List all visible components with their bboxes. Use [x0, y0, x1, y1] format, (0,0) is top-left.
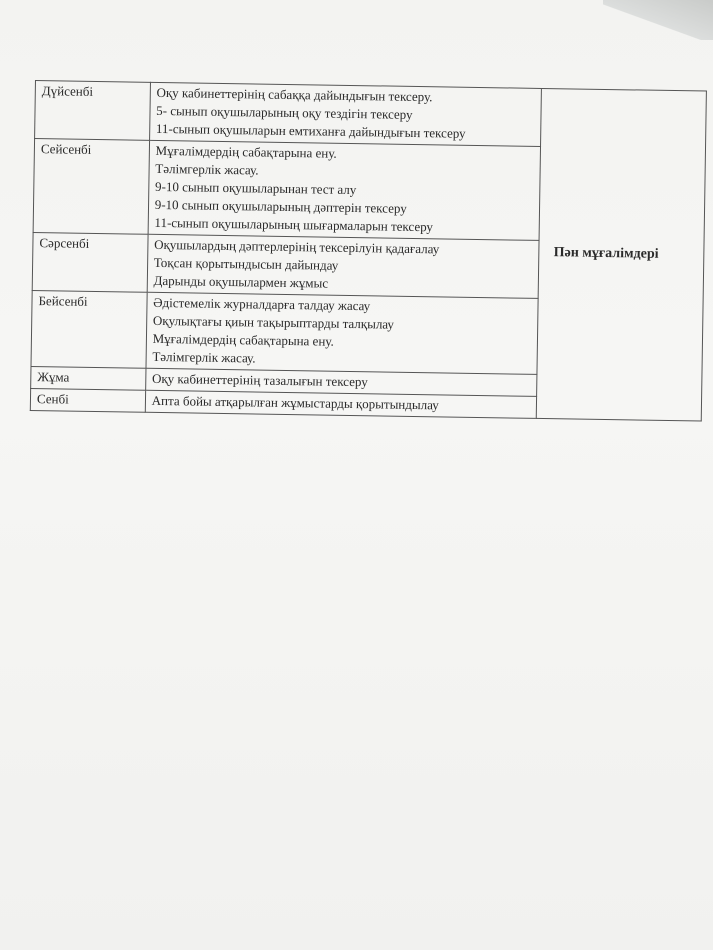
task-line: Мұғалімдердің сабақтарына ену. — [155, 142, 337, 161]
task-line: Әдістемелік журналдарға талдау жасау — [153, 294, 371, 314]
tasks-cell — [148, 140, 541, 240]
day-cell: Дүйсенбі — [35, 81, 151, 141]
tasks-cell — [146, 292, 539, 374]
table-row — [35, 81, 707, 150]
day-cell: Сәрсенбі — [32, 232, 148, 292]
task-line: 9-10 сынып оқушыларынан тест алу — [154, 178, 357, 198]
weekly-schedule-table — [30, 80, 707, 422]
task-line: 9-10 сынып оқушыларының дәптерін тексеру — [154, 196, 407, 216]
task-line: Оқу кабинеттерінің сабаққа дайындығын тексеру. — [156, 84, 433, 105]
task-line: Тәлімгерлік жасау. — [155, 160, 259, 178]
day-cell: Бейсенбі — [31, 290, 147, 368]
task-line: Тоқсан қорытындысын дайындау — [153, 254, 339, 273]
task-line: Оқушылардың дәптерлерінің тексерілуін қадағалау — [154, 236, 440, 257]
tasks-cell — [147, 234, 539, 298]
task-line: 5- сынып оқушыларының оқу тездігін тексеру — [156, 102, 413, 122]
schedule-table-wrapper — [30, 80, 707, 422]
task-line: Дарынды оқушылармен жұмыс — [153, 272, 329, 291]
task-line: 11-сынып оқушыларын емтиханға дайындығын тексеру — [155, 120, 466, 141]
task-line: Мұғалімдердің сабақтарына ену. — [152, 330, 334, 349]
task-line: Оқу кабинеттерінің тазалығын тексеру — [151, 370, 368, 390]
task-line: Тәлімгерлік жасау. — [152, 348, 256, 366]
tasks-cell — [149, 82, 541, 146]
responsible-cell: Пән мұғалімдері — [537, 88, 707, 421]
task-line: Оқулықтағы қиын тақырыптарды талқылау — [152, 312, 395, 332]
day-cell: Жұма — [31, 366, 146, 390]
page-corner-shadow — [603, 0, 713, 40]
task-line: Апта бойы атқарылған жұмыстарды қорытындылау — [151, 392, 439, 413]
day-cell: Сенбі — [30, 388, 145, 412]
task-line: 11-сынып оқушыларының шығармаларын тексеру — [154, 214, 434, 235]
day-cell: Сейсенбі — [33, 139, 149, 235]
